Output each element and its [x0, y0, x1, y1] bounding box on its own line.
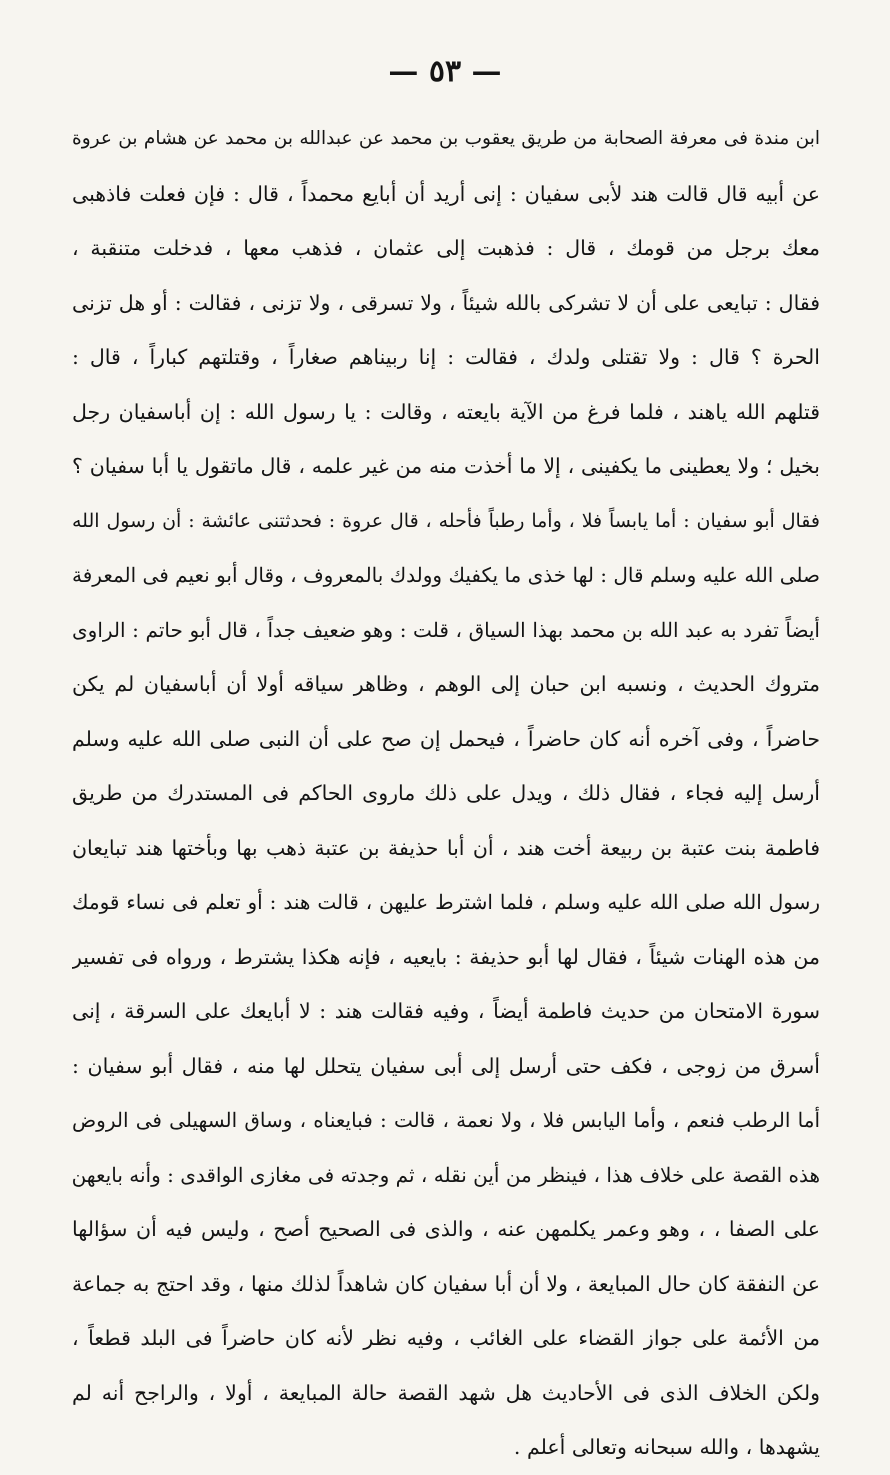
text-line: أيضاً تفرد به عبد الله بن محمد بهذا السياق ، قلت : وهو ضعيف جداً ، قال أبو حاتم : الراوى [72, 617, 820, 642]
page-number: — ٥٣ — [388, 54, 502, 89]
text-line: يشهدها ، والله سبحانه وتعالى أعلم . [513, 1435, 820, 1459]
text-line: من هذه الهنات شيئاً ، فقال لها أبو حذيفة : بايعيه ، فإنه هكذا يشترط ، ورواه فى تفسير [72, 944, 820, 969]
text-line: عن أبيه قال قالت هند لأبى سفيان : إنى أريد أن أبايع محمداً ، قال : فإن فعلت فاذهبى [72, 181, 820, 206]
text-line: فاطمة بنت عتبة بن ربيعة أخت هند ، أن أبا حذيفة بن عتبة ذهب بها وبأختها هند تبايعان [72, 835, 820, 860]
text-line: صلى الله عليه وسلم قال : لها خذى ما يكفيك وولدك بالمعروف ، وقال أبو نعيم فى المعرفة [72, 563, 820, 587]
text-line: على الصفا ، ، وهو وعمر يكلمهن عنه ، والذى فى الصحيح أصح ، وليس فيه أن سؤالها [72, 1217, 820, 1241]
text-line: سورة الامتحان من حديث فاطمة أيضاً ، وفيه فقالت هند : لا أبايعك على السرقة ، إنى [72, 999, 820, 1023]
text-line: الحرة ؟ قال : ولا تقتلى ولدك ، فقالت : إنا ربيناهم صغاراً ، وقتلتهم كباراً ، قال : [72, 345, 820, 369]
text-line: حاضراً ، وفى آخره أنه كان حاضراً ، فيحمل إن صح على أن النبى صلى الله عليه وسلم [72, 726, 820, 751]
text-line: ابن مندة فى معرفة الصحابة من طريق يعقوب بن محمد عن عبدالله بن محمد عن هشام بن عروة [72, 128, 820, 149]
text-body [72, 112, 820, 1475]
text-line: عن النفقة كان حال المبايعة ، ولا أن أبا سفيان كان شاهداً لذلك منها ، وقد احتج به جماعة [72, 1271, 820, 1296]
text-line: بخيل ؛ ولا يعطينى ما يكفينى ، إلا ما أخذت منه من غير علمه ، قال ماتقول يا أبا سفيان ؟ [72, 454, 820, 478]
text-line: متروك الحديث ، ونسبه ابن حبان إلى الوهم ، وظاهر سياقه أولا أن أباسفيان لم يكن [72, 672, 820, 696]
text-line: معك برجل من قومك ، قال : فذهبت إلى عثمان ، فذهب معها ، فدخلت متنقبة ، [72, 236, 820, 260]
text-line: من الأئمة على جواز القضاء على الغائب ، وفيه نظر لأنه كان حاضراً فى البلد قطعاً ، [72, 1326, 820, 1350]
text-line: أرسل إليه فجاء ، فقال ذلك ، ويدل على ذلك ماروى الحاكم فى المستدرك من طريق [72, 781, 820, 805]
text-line: ولكن الخلاف الذى فى الأحاديث هل شهد القصة حالة المبايعة ، أولا ، والراجح أنه لم [72, 1380, 820, 1405]
text-line: أما الرطب فنعم ، وأما اليابس فلا ، ولا نعمة ، قالت : فبايعناه ، وساق السهيلى فى الروض [72, 1108, 820, 1132]
text-line: فقال أبو سفيان : أما يابساً فلا ، وأما رطباً فأحله ، قال عروة : فحدثتنى عائشة : أن رسول الله [72, 509, 820, 532]
text-line: فقال : تبايعى على أن لا تشركى بالله شيئاً ، ولا تسرقى ، ولا تزنى ، فقالت : أو هل تزنى [72, 290, 820, 315]
text-line: أسرق من زوجى ، فكف حتى أرسل إلى أبى سفيان يتحلل لها منه ، فقال أبو سفيان : [72, 1053, 820, 1078]
text-line: هذه القصة على خلاف هذا ، فينظر من أين نقله ، ثم وجدته فى مغازى الواقدى : وأنه بايعهن [72, 1162, 820, 1187]
text-line: رسول الله صلى الله عليه وسلم ، فلما اشترط عليهن ، قالت هند : أو تعلم فى نساء قومك [72, 890, 820, 914]
text-line: قتلهم الله ياهند ، فلما فرغ من الآية بايعته ، وقالت : يا رسول الله : إن أباسفيان رجل [72, 399, 820, 424]
